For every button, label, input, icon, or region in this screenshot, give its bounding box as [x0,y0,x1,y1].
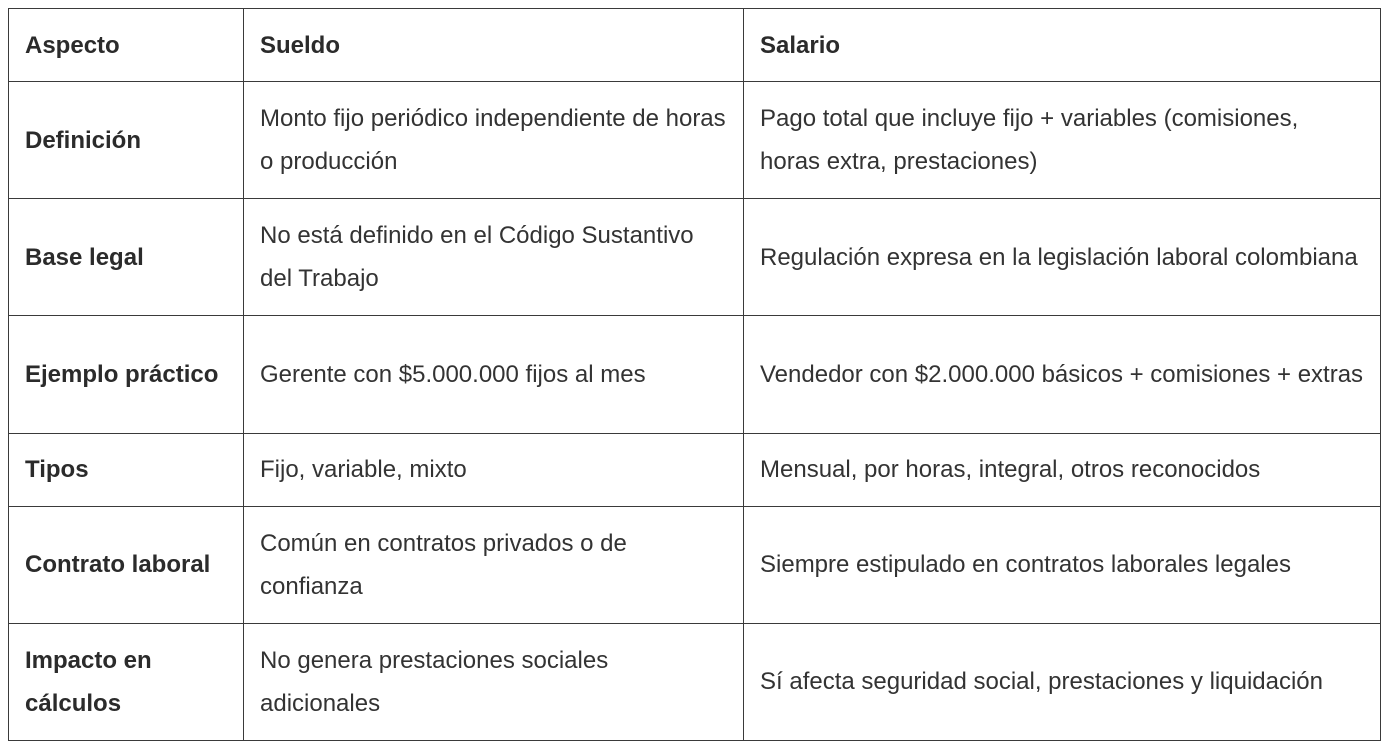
row-aspecto-cell: Base legal [9,199,244,316]
row-sueldo-cell: No genera prestaciones sociales adicionales [244,623,744,740]
row-salario-cell: Siempre estipulado en contratos laborales legales [744,506,1381,623]
row-salario-cell: Pago total que incluye fijo + variables (comisiones, horas extra, prestaciones) [744,82,1381,199]
row-sueldo-cell: Fijo, variable, mixto [244,433,744,506]
row-salario-cell: Sí afecta seguridad social, prestaciones y liquidación [744,623,1381,740]
row-aspecto-cell: Ejemplo práctico [9,316,244,433]
table-row [9,82,1381,199]
row-salario-cell: Regulación expresa en la legislación laboral colombiana [744,199,1381,316]
row-salario-cell: Vendedor con $2.000.000 básicos + comisiones + extras [744,316,1381,433]
table-row [9,199,1381,316]
table-row [9,316,1381,433]
row-sueldo-cell: No está definido en el Código Sustantivo del Trabajo [244,199,744,316]
row-aspecto-cell: Tipos [9,433,244,506]
row-aspecto-cell: Contrato laboral [9,506,244,623]
header-aspecto: Aspecto [9,9,244,82]
table-row [9,433,1381,506]
row-sueldo-cell: Gerente con $5.000.000 fijos al mes [244,316,744,433]
comparison-table [8,8,1381,741]
row-salario-cell: Mensual, por horas, integral, otros reconocidos [744,433,1381,506]
row-aspecto-cell: Definición [9,82,244,199]
table-row [9,623,1381,740]
table-header-row [9,9,1381,82]
header-salario: Salario [744,9,1381,82]
row-sueldo-cell: Común en contratos privados o de confianza [244,506,744,623]
table-row [9,506,1381,623]
row-aspecto-cell: Impacto en cálculos [9,623,244,740]
header-sueldo: Sueldo [244,9,744,82]
row-sueldo-cell: Monto fijo periódico independiente de horas o producción [244,82,744,199]
